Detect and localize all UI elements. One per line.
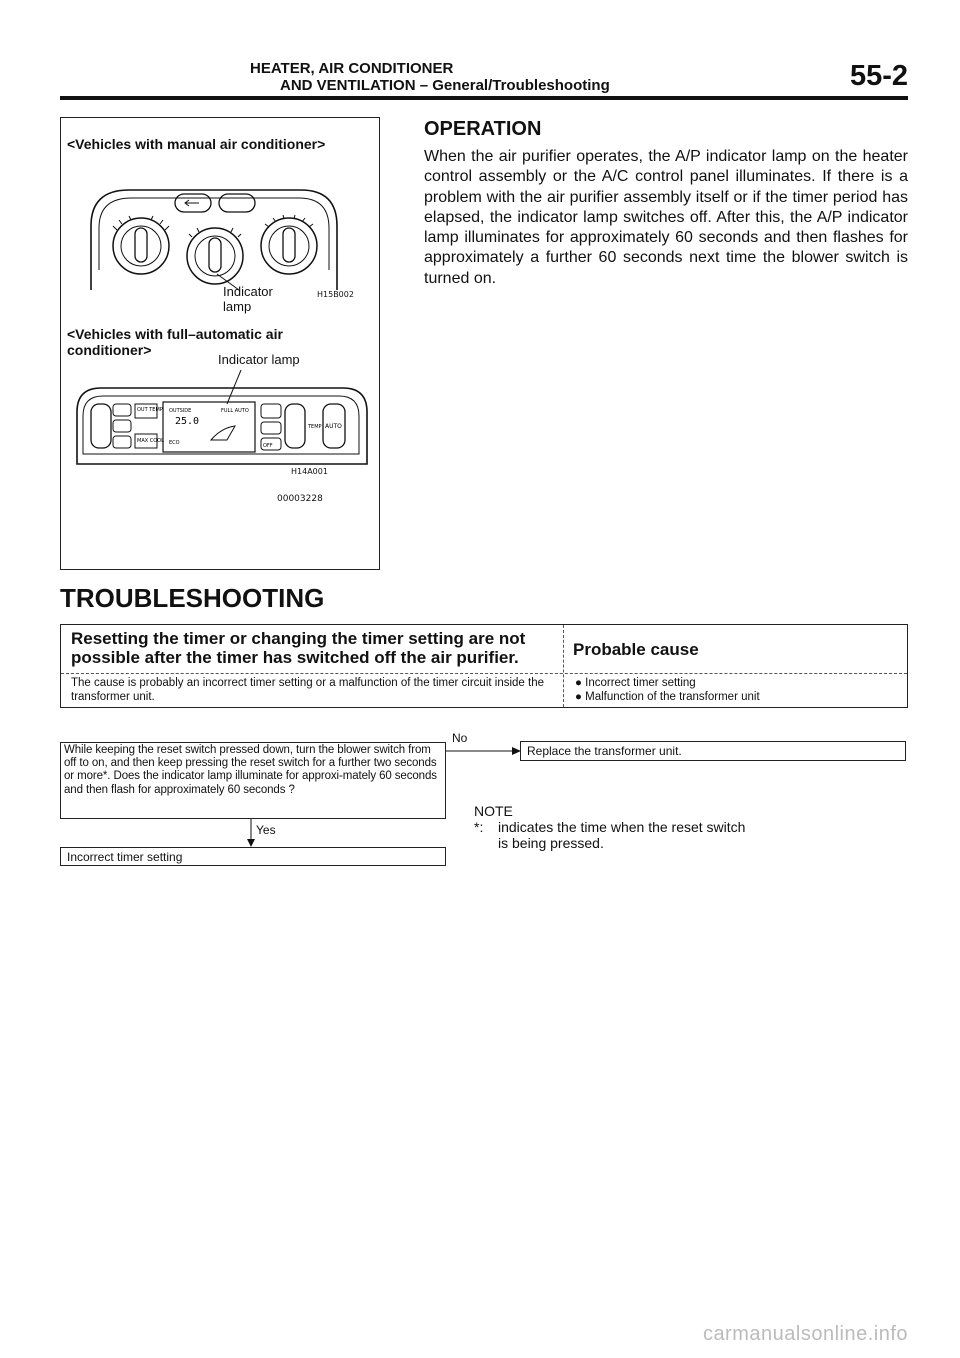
flow-yes-result-box: Incorrect timer setting <box>60 847 446 866</box>
label-indicator-lamp-line1: Indicator <box>223 284 273 299</box>
figure-box <box>60 117 380 570</box>
note-text-line2: is being pressed. <box>498 835 604 851</box>
label-indicator-lamp-auto: Indicator lamp <box>218 352 300 367</box>
header-rule <box>60 96 908 100</box>
table-row-divider <box>61 673 907 674</box>
flow-no-label: No <box>452 731 468 745</box>
panel-label-outside: OUTSIDE <box>169 408 192 414</box>
panel-label-out-temp: OUT TEMP <box>137 407 163 413</box>
note-block <box>474 803 745 851</box>
page-header-title <box>250 60 610 94</box>
figure-doc-code: 00003228 <box>277 494 323 504</box>
panel-label-full-auto: FULL AUTO <box>221 408 249 414</box>
note-title: NOTE <box>474 803 513 819</box>
automatic-control-panel-illustration <box>71 368 371 472</box>
operation-heading: OPERATION <box>424 118 542 140</box>
manual-control-panel-illustration <box>89 186 339 292</box>
probable-cause-header: Probable cause <box>573 640 699 659</box>
panel-display-temp: 25.0 <box>175 416 200 427</box>
flow-no-arrow <box>446 744 522 758</box>
note-key: *: <box>474 819 484 835</box>
panel-label-temp: TEMP <box>308 424 322 430</box>
flow-step-question: While keeping the reset switch pressed down, turn the blower switch from off to on, and then keep pressing the reset switch for a further two seconds or more*. Does the indicator lamp illuminate for approxi-mately 60 seconds and then flash for approximately 60 seconds ? <box>60 742 446 819</box>
panel-label-eco: ECO <box>169 440 180 446</box>
note-text-line1: indicates the time when the reset switch <box>498 819 746 835</box>
probable-cause-item: ● Malfunction of the transformer unit <box>575 690 760 703</box>
panel-label-max-cool: MAX COOL <box>137 438 164 444</box>
caption-manual: <Vehicles with manual air conditioner> <box>67 136 326 152</box>
operation-text: When the air purifier operates, the A/P indicator lamp on the heater control assembly or the A/C control panel illuminates. If there is a problem with the air purifier assembly itself or if the timer period has elapsed, the indicator lamp switches off. After this, the A/P indicator lamp illuminates for approximately 60 seconds and then flashes for approximately a further 60 seconds next time the blower switch is turned on. <box>424 148 908 287</box>
symptom-table <box>60 624 908 708</box>
panel-label-off: OFF <box>263 443 273 449</box>
caption-automatic-line2: conditioner> <box>67 342 152 358</box>
table-column-divider <box>563 625 564 707</box>
symptom-title: Resetting the timer or changing the timer setting are not possible after the timer has switched off the air purifier. <box>71 629 526 667</box>
note-row <box>474 819 745 835</box>
header-title-line1: HEATER, AIR CONDITIONER <box>250 60 454 77</box>
label-indicator-lamp-line2: lamp <box>223 299 252 314</box>
label-indicator-lamp <box>223 284 273 314</box>
figure-code-manual: H15B002 <box>317 290 354 299</box>
probable-cause-item: ● Incorrect timer setting <box>575 677 696 689</box>
caption-automatic-line1: <Vehicles with full–automatic air <box>67 326 283 342</box>
symptom-description: The cause is probably an incorrect timer setting or a malfunction of the timer circuit inside the transformer unit. <box>71 677 544 703</box>
troubleshooting-heading: TROUBLESHOOTING <box>60 583 325 613</box>
panel-label-auto: AUTO <box>325 423 342 430</box>
probable-causes-list <box>575 677 760 704</box>
header-title-line2: AND VENTILATION – General/Troubleshooting <box>280 77 610 94</box>
page-number: 55-2 <box>849 60 908 92</box>
figure-code-auto: H14A001 <box>291 467 328 476</box>
flow-yes-arrow <box>246 819 256 847</box>
flow-no-result-box: Replace the transformer unit. <box>520 741 906 761</box>
watermark: carmanualsonline.info <box>702 1323 908 1345</box>
flow-yes-label: Yes <box>256 823 276 837</box>
